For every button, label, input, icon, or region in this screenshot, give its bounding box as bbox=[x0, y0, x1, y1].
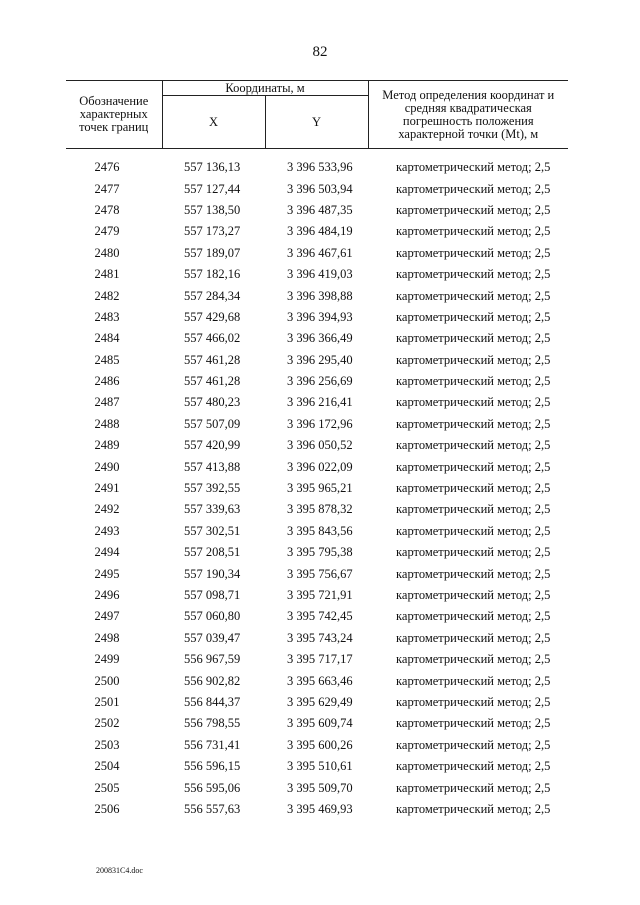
method: картометрический метод; 2,5 bbox=[396, 801, 551, 816]
coord-x: 556 798,55 bbox=[184, 716, 241, 731]
table-row bbox=[66, 478, 568, 499]
coord-x: 557 138,50 bbox=[184, 202, 241, 217]
point-number: 2505 bbox=[94, 780, 120, 795]
table-row bbox=[66, 371, 568, 392]
method: картометрический метод; 2,5 bbox=[396, 566, 551, 581]
point-number: 2496 bbox=[94, 588, 120, 602]
coord-x: 557 339,63 bbox=[184, 502, 241, 517]
coord-y: 3 396 398,88 bbox=[287, 288, 353, 303]
table-row bbox=[66, 670, 568, 691]
coord-y: 3 396 256,69 bbox=[287, 374, 353, 389]
table-row bbox=[66, 178, 568, 199]
coord-y: 3 395 717,17 bbox=[287, 652, 353, 667]
method: картометрический метод; 2,5 bbox=[396, 737, 551, 752]
coord-x: 557 208,51 bbox=[184, 545, 241, 560]
method: картометрический метод; 2,5 bbox=[396, 673, 551, 688]
point-number: 2476 bbox=[94, 160, 120, 175]
table-row bbox=[66, 756, 568, 777]
method: картометрический метод; 2,5 bbox=[396, 780, 551, 795]
method: картометрический метод; 2,5 bbox=[396, 331, 551, 346]
table-row bbox=[66, 243, 568, 264]
point-number: 2488 bbox=[94, 416, 120, 431]
method: картометрический метод; 2,5 bbox=[396, 694, 551, 709]
coordinates-table bbox=[66, 80, 568, 820]
method: картометрический метод; 2,5 bbox=[396, 545, 551, 560]
method: картометрический метод; 2,5 bbox=[396, 245, 551, 260]
point-number: 2497 bbox=[94, 609, 120, 624]
point-number: 2483 bbox=[94, 309, 120, 324]
point-number: 2501 bbox=[94, 694, 120, 709]
coord-y: 3 395 510,61 bbox=[287, 759, 353, 774]
point-number: 2486 bbox=[94, 374, 120, 389]
table-row bbox=[66, 307, 568, 328]
method: картометрический метод; 2,5 bbox=[396, 288, 551, 303]
point-number: 2490 bbox=[94, 459, 120, 474]
coord-x: 557 190,34 bbox=[184, 566, 241, 581]
page-number: 82 bbox=[312, 44, 328, 60]
coord-x: 557 429,68 bbox=[184, 309, 241, 324]
table-row bbox=[66, 200, 568, 221]
method: картометрический метод; 2,5 bbox=[396, 181, 551, 196]
point-number: 2504 bbox=[94, 759, 120, 774]
table-body bbox=[66, 149, 568, 821]
point-number: 2491 bbox=[94, 481, 120, 496]
table-row bbox=[66, 435, 568, 456]
table-row bbox=[66, 649, 568, 670]
table-row bbox=[66, 264, 568, 285]
point-number: 2489 bbox=[94, 438, 120, 453]
coord-y: 3 396 216,41 bbox=[287, 395, 353, 410]
method: картометрический метод; 2,5 bbox=[396, 267, 551, 282]
coord-y: 3 396 050,52 bbox=[287, 438, 353, 453]
method: картометрический метод; 2,5 bbox=[396, 160, 551, 175]
coord-y: 3 395 509,70 bbox=[287, 780, 353, 795]
table-row bbox=[66, 692, 568, 713]
table-row bbox=[66, 628, 568, 649]
table-row bbox=[66, 456, 568, 477]
coord-y: 3 395 756,67 bbox=[287, 566, 353, 581]
coord-y: 3 396 484,19 bbox=[287, 224, 353, 239]
coord-x: 557 127,44 bbox=[184, 181, 241, 196]
coord-y: 3 395 721,91 bbox=[287, 588, 353, 602]
header-coordinates: Координаты, м bbox=[162, 81, 368, 96]
point-number: 2493 bbox=[94, 523, 120, 538]
method: картометрический метод; 2,5 bbox=[396, 759, 551, 774]
coord-y: 3 395 878,32 bbox=[287, 502, 353, 517]
method: картометрический метод; 2,5 bbox=[396, 459, 551, 474]
point-number: 2487 bbox=[94, 395, 120, 410]
header-point: Обозначение характерных точек границ bbox=[66, 81, 162, 149]
coord-y: 3 396 503,94 bbox=[287, 181, 353, 196]
point-number: 2494 bbox=[94, 545, 120, 560]
table-row bbox=[66, 149, 568, 179]
table-row bbox=[66, 585, 568, 606]
method: картометрический метод; 2,5 bbox=[396, 481, 551, 496]
coord-x: 557 302,51 bbox=[184, 523, 241, 538]
coord-x: 557 413,88 bbox=[184, 459, 241, 474]
coord-x: 557 420,99 bbox=[184, 438, 241, 453]
coord-x: 557 461,28 bbox=[184, 352, 241, 367]
point-number: 2502 bbox=[94, 716, 120, 731]
method: картометрический метод; 2,5 bbox=[396, 588, 551, 602]
coord-x: 556 902,82 bbox=[184, 673, 241, 688]
method: картометрический метод; 2,5 bbox=[396, 309, 551, 324]
coord-y: 3 395 843,56 bbox=[287, 523, 353, 538]
method: картометрический метод; 2,5 bbox=[396, 438, 551, 453]
coord-y: 3 395 469,93 bbox=[287, 801, 353, 816]
coord-y: 3 395 629,49 bbox=[287, 694, 353, 709]
table-row bbox=[66, 499, 568, 520]
coord-y: 3 396 022,09 bbox=[287, 459, 353, 474]
method: картометрический метод; 2,5 bbox=[396, 609, 551, 624]
method: картометрический метод; 2,5 bbox=[396, 630, 551, 645]
coord-y: 3 395 600,26 bbox=[287, 737, 353, 752]
coord-x: 557 039,47 bbox=[184, 630, 241, 645]
coord-x: 557 182,16 bbox=[184, 267, 241, 282]
coord-y: 3 395 965,21 bbox=[287, 481, 353, 496]
method: картометрический метод; 2,5 bbox=[396, 652, 551, 667]
method: картометрический метод; 2,5 bbox=[396, 374, 551, 389]
table-row bbox=[66, 735, 568, 756]
point-number: 2506 bbox=[94, 801, 120, 816]
coord-y: 3 396 295,40 bbox=[287, 352, 353, 367]
method: картометрический метод; 2,5 bbox=[396, 523, 551, 538]
method: картометрический метод; 2,5 bbox=[396, 716, 551, 731]
coord-x: 556 557,63 bbox=[184, 801, 241, 816]
table-row bbox=[66, 221, 568, 242]
point-number: 2498 bbox=[94, 630, 120, 645]
point-number: 2503 bbox=[94, 737, 120, 752]
header-x: X bbox=[162, 96, 265, 149]
coord-x: 557 480,23 bbox=[184, 395, 241, 410]
table-row bbox=[66, 414, 568, 435]
coord-x: 556 595,06 bbox=[184, 780, 241, 795]
header-method: Метод определения координат и средняя квадратическая погрешность положения характерной точки (Mt), м bbox=[368, 81, 568, 149]
table-row bbox=[66, 392, 568, 413]
table-row bbox=[66, 777, 568, 798]
point-number: 2492 bbox=[94, 502, 120, 517]
coord-y: 3 395 663,46 bbox=[287, 673, 353, 688]
coord-x: 557 060,80 bbox=[184, 609, 241, 624]
coord-x: 557 189,07 bbox=[184, 245, 241, 260]
point-number: 2500 bbox=[94, 673, 120, 688]
coord-y: 3 396 467,61 bbox=[287, 245, 353, 260]
coord-y: 3 395 742,45 bbox=[287, 609, 353, 624]
method: картометрический метод; 2,5 bbox=[396, 502, 551, 517]
coord-x: 557 466,02 bbox=[184, 331, 241, 346]
table-row bbox=[66, 713, 568, 734]
point-number: 2485 bbox=[94, 352, 120, 367]
point-number: 2477 bbox=[94, 181, 120, 196]
table-row bbox=[66, 542, 568, 563]
coord-y: 3 396 487,35 bbox=[287, 202, 353, 217]
method: картометрический метод; 2,5 bbox=[396, 352, 551, 367]
coord-y: 3 396 419,03 bbox=[287, 267, 353, 282]
coord-x: 556 844,37 bbox=[184, 694, 241, 709]
coord-y: 3 395 743,24 bbox=[287, 630, 353, 645]
point-number: 2479 bbox=[94, 224, 120, 239]
point-number: 2499 bbox=[94, 652, 120, 667]
coord-x: 556 967,59 bbox=[184, 652, 241, 667]
point-number: 2495 bbox=[94, 566, 120, 581]
table-row bbox=[66, 563, 568, 584]
coord-y: 3 396 533,96 bbox=[287, 160, 353, 175]
coord-y: 3 396 394,93 bbox=[287, 309, 353, 324]
point-number: 2484 bbox=[94, 331, 120, 346]
coord-x: 557 507,09 bbox=[184, 416, 241, 431]
table-row bbox=[66, 521, 568, 542]
method: картометрический метод; 2,5 bbox=[396, 202, 551, 217]
coord-x: 557 173,27 bbox=[184, 224, 241, 239]
method: картометрический метод; 2,5 bbox=[396, 224, 551, 239]
coord-y: 3 395 609,74 bbox=[287, 716, 353, 731]
coord-x: 557 098,71 bbox=[184, 588, 241, 602]
coord-x: 556 731,41 bbox=[184, 737, 241, 752]
method: картометрический метод; 2,5 bbox=[396, 395, 551, 410]
coord-y: 3 396 172,96 bbox=[287, 416, 353, 431]
coord-x: 557 136,13 bbox=[184, 160, 241, 175]
header-y: Y bbox=[265, 96, 368, 149]
table-row bbox=[66, 606, 568, 627]
coord-x: 557 461,28 bbox=[184, 374, 241, 389]
footer-filename: 200831С4.doc bbox=[96, 866, 143, 875]
coord-y: 3 395 795,38 bbox=[287, 545, 353, 560]
table-row bbox=[66, 799, 568, 820]
table-row bbox=[66, 350, 568, 371]
table-row bbox=[66, 328, 568, 349]
point-number: 2481 bbox=[94, 267, 120, 282]
coord-y: 3 396 366,49 bbox=[287, 331, 353, 346]
point-number: 2482 bbox=[94, 288, 120, 303]
point-number: 2478 bbox=[94, 202, 120, 217]
coord-x: 556 596,15 bbox=[184, 759, 241, 774]
table-row bbox=[66, 285, 568, 306]
point-number: 2480 bbox=[94, 245, 120, 260]
coord-x: 557 392,55 bbox=[184, 481, 241, 496]
method: картометрический метод; 2,5 bbox=[396, 416, 551, 431]
coord-x: 557 284,34 bbox=[184, 288, 241, 303]
